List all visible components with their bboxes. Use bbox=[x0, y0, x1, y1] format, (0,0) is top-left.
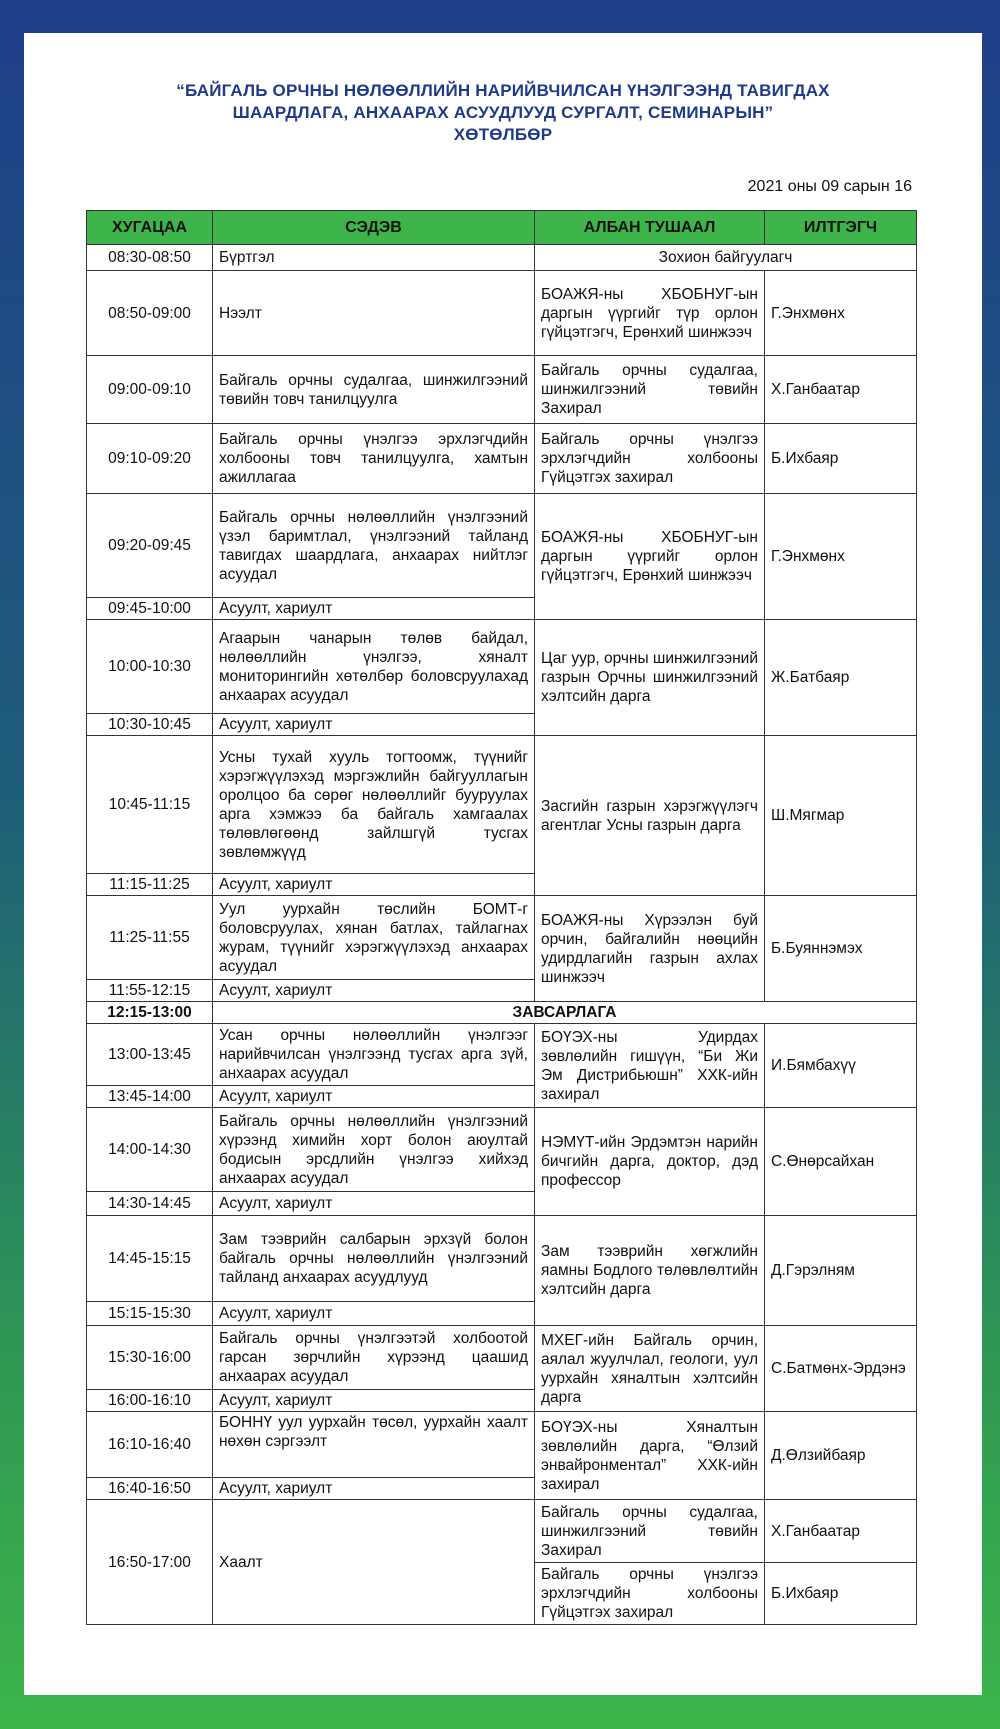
time-cell: 10:30-10:45 bbox=[87, 714, 213, 736]
time-cell: 09:45-10:00 bbox=[87, 598, 213, 620]
time-cell: 09:10-09:20 bbox=[87, 424, 213, 494]
title-line-1: “БАЙГАЛЬ ОРЧНЫ НӨЛӨӨЛЛИЙН НАРИЙВЧИЛСАН ҮНЭЛГЭЭНД ТАВИГДАХ bbox=[176, 81, 830, 100]
time-cell: 12:15-13:00 bbox=[87, 1002, 213, 1024]
time-cell: 14:45-15:15 bbox=[87, 1216, 213, 1302]
table-row bbox=[87, 356, 917, 424]
topic-cell: Уул уурхайн төслийн БОМТ-г боловсруулах, хянан батлах, тайлагнах журам, түүнийг хэрэгжүүлэхэд анхаарах асуудал bbox=[213, 896, 535, 980]
qa-cell: Асуулт, хариулт bbox=[213, 1192, 535, 1216]
speaker-cell: Х.Ганбаатар bbox=[765, 356, 917, 424]
topic-cell: Байгаль орчны үнэлгээтэй холбоотой гарсан зөрчлийн хүрээнд цаашид анхаарах асуудал bbox=[213, 1326, 535, 1390]
qa-cell: Асуулт, хариулт bbox=[213, 598, 535, 620]
speaker-cell: Д.Гэрэлням bbox=[765, 1216, 917, 1326]
qa-cell: Асуулт, хариулт bbox=[213, 1086, 535, 1108]
time-cell: 09:20-09:45 bbox=[87, 494, 213, 598]
position-cell: Засгийн газрын хэрэгжүүлэгч агентлаг Усны газрын дарга bbox=[535, 736, 765, 896]
time-cell: 14:00-14:30 bbox=[87, 1108, 213, 1192]
speaker-cell: И.Бямбахүү bbox=[765, 1024, 917, 1108]
position-cell: Байгаль орчны судалгаа, шинжилгээний төвийн Захирал bbox=[535, 1500, 765, 1563]
qa-cell: Асуулт, хариулт bbox=[213, 1390, 535, 1412]
speaker-cell: Ш.Мягмар bbox=[765, 736, 917, 896]
table-row bbox=[87, 271, 917, 356]
table-row bbox=[87, 1108, 917, 1192]
speaker-cell: Г.Энхмөнх bbox=[765, 494, 917, 620]
time-cell: 16:40-16:50 bbox=[87, 1478, 213, 1500]
table-row bbox=[87, 896, 917, 980]
time-cell: 15:15-15:30 bbox=[87, 1302, 213, 1326]
qa-cell: Асуулт, хариулт bbox=[213, 874, 535, 896]
speaker-cell: Г.Энхмөнх bbox=[765, 271, 917, 356]
table-row bbox=[87, 1412, 917, 1478]
time-cell: 13:45-14:00 bbox=[87, 1086, 213, 1108]
topic-cell: Байгаль орчны судалгаа, шинжилгээний төвийн товч танилцуулга bbox=[213, 356, 535, 424]
position-cell: БОАЖЯ-ны Хүрээлэн буй орчин, байгалийн нөөцийн удирдлагийн газрын ахлах шинжээч bbox=[535, 896, 765, 1002]
speaker-cell: Б.Буяннэмэх bbox=[765, 896, 917, 1002]
time-cell: 16:10-16:40 bbox=[87, 1412, 213, 1478]
speaker-cell: Х.Ганбаатар bbox=[765, 1500, 917, 1563]
document-title bbox=[24, 80, 982, 146]
table-header-row bbox=[87, 211, 917, 245]
break-cell: ЗАВСАРЛАГА bbox=[213, 1002, 917, 1024]
topic-cell: Хаалт bbox=[213, 1500, 535, 1625]
break-row bbox=[87, 1002, 917, 1024]
topic-cell: Байгаль орчны үнэлгээ эрхлэгчдийн холбооны товч танилцуулга, хамтын ажиллагаа bbox=[213, 424, 535, 494]
table-row bbox=[87, 736, 917, 874]
organizer-cell: Зохион байгуулагч bbox=[535, 245, 917, 271]
table-row bbox=[87, 1216, 917, 1302]
time-cell: 16:00-16:10 bbox=[87, 1390, 213, 1412]
position-cell: Байгаль орчны үнэлгээ эрхлэгчдийн холбооны Гүйцэтгэх захирал bbox=[535, 424, 765, 494]
topic-cell: Усан орчны нөлөөллийн үнэлгээг нарийвчилсан үнэлгээнд тусгах арга зүй, анхаарах асуудал bbox=[213, 1024, 535, 1086]
time-cell: 16:50-17:00 bbox=[87, 1500, 213, 1625]
speaker-cell: С.Батмөнх-Эрдэнэ bbox=[765, 1326, 917, 1412]
position-cell: БОҮЭХ-ны Хяналтын зөвлөлийн дарга, “Өлзий энвайронментал” ХХК-ийн захирал bbox=[535, 1412, 765, 1500]
qa-cell: Асуулт, хариулт bbox=[213, 1478, 535, 1500]
title-line-2: ШААРДЛАГА, АНХААРАХ АСУУДЛУУД СУРГАЛТ, СЕМИНАРЫН” bbox=[232, 103, 774, 122]
table-row bbox=[87, 1326, 917, 1390]
position-cell: Байгаль орчны үнэлгээ эрхлэгчдийн холбооны Гүйцэтгэх захирал bbox=[535, 1563, 765, 1625]
table-row bbox=[87, 620, 917, 714]
position-cell: Зам тээврийн хөгжлийн яамны Бодлого төлөвлөлтийн хэлтсийн дарга bbox=[535, 1216, 765, 1326]
position-cell: Цаг уур, орчны шинжилгээний газрын Орчны шинжилгээний хэлтсийн дарга bbox=[535, 620, 765, 736]
time-cell: 09:00-09:10 bbox=[87, 356, 213, 424]
header-time: ХУГАЦАА bbox=[87, 211, 213, 245]
position-cell: МХЕГ-ийн Байгаль орчин, аялал жуулчлал, геологи, уул уурхайн хяналтын хэлтсийн дарга bbox=[535, 1326, 765, 1412]
header-speaker: ИЛТГЭГЧ bbox=[765, 211, 917, 245]
speaker-cell: Ж.Батбаяр bbox=[765, 620, 917, 736]
position-cell: БОАЖЯ-ны ХБОБНУГ-ын даргын үүргийг түр орлон гүйцэтгэгч, Ерөнхий шинжээч bbox=[535, 271, 765, 356]
table-row bbox=[87, 245, 917, 271]
time-cell: 08:50-09:00 bbox=[87, 271, 213, 356]
qa-cell: Асуулт, хариулт bbox=[213, 980, 535, 1002]
time-cell: 11:55-12:15 bbox=[87, 980, 213, 1002]
document-date: 2021 оны 09 сарын 16 bbox=[747, 178, 912, 195]
topic-cell: Усны тухай хууль тогтоомж, түүнийг хэрэгжүүлэхэд мэргэжлийн байгууллагын оролцоо ба сөрөг нөлөөллийг бууруулах арга хэмжээ ба байгаль хамгаалах төлөвлөгөөнд зайлшгүй тусгах зөвлөмжүүд bbox=[213, 736, 535, 874]
topic-cell: Байгаль орчны нөлөөллийн үнэлгээний үзэл баримтлал, үнэлгээний тайланд тавигдах шаардлага, анхаарах нийтлэг асуудал bbox=[213, 494, 535, 598]
time-cell: 13:00-13:45 bbox=[87, 1024, 213, 1086]
position-cell: БОАЖЯ-ны ХБОБНУГ-ын даргын үүргийг орлон гүйцэтгэгч, Ерөнхий шинжээч bbox=[535, 494, 765, 620]
speaker-cell: Д.Өлзийбаяр bbox=[765, 1412, 917, 1500]
time-cell: 15:30-16:00 bbox=[87, 1326, 213, 1390]
time-cell: 14:30-14:45 bbox=[87, 1192, 213, 1216]
topic-cell: Нээлт bbox=[213, 271, 535, 356]
topic-cell: Зам тээврийн салбарын эрхзүй болон байгаль орчны нөлөөллийн үнэлгээний тайланд анхаарах асуудлууд bbox=[213, 1216, 535, 1302]
topic-cell: БОННҮ уул уурхайн төсөл, уурхайн хаалт нөхөн сэргээлт bbox=[213, 1412, 535, 1478]
table-row bbox=[87, 1500, 917, 1563]
time-cell: 11:25-11:55 bbox=[87, 896, 213, 980]
qa-cell: Асуулт, хариулт bbox=[213, 714, 535, 736]
speaker-cell: Б.Ихбаяр bbox=[765, 424, 917, 494]
header-position: АЛБАН ТУШААЛ bbox=[535, 211, 765, 245]
qa-cell: Асуулт, хариулт bbox=[213, 1302, 535, 1326]
page-sheet bbox=[24, 33, 982, 1695]
time-cell: 11:15-11:25 bbox=[87, 874, 213, 896]
topic-cell: Байгаль орчны нөлөөллийн үнэлгээний хүрээнд химийн хорт болон аюултай бодисын эрсдлийн үнэлгээ хийхэд анхаарах асуудал bbox=[213, 1108, 535, 1192]
time-cell: 08:30-08:50 bbox=[87, 245, 213, 271]
position-cell: Байгаль орчны судалгаа, шинжилгээний төвийн Захирал bbox=[535, 356, 765, 424]
time-cell: 10:45-11:15 bbox=[87, 736, 213, 874]
table-row bbox=[87, 494, 917, 598]
speaker-cell: Б.Ихбаяр bbox=[765, 1563, 917, 1625]
position-cell: БОҮЭХ-ны Удирдах зөвлөлийн гишүүн, “Би Жи Эм Дистрибьюшн” ХХК-ийн захирал bbox=[535, 1024, 765, 1108]
topic-cell: Агаарын чанарын төлөв байдал, нөлөөллийн үнэлгээ, хяналт мониторингийн хөтөлбөр боловсруулахад анхаарах асуудал bbox=[213, 620, 535, 714]
table-row bbox=[87, 1024, 917, 1086]
time-cell: 10:00-10:30 bbox=[87, 620, 213, 714]
table-row bbox=[87, 424, 917, 494]
speaker-cell: С.Өнөрсайхан bbox=[765, 1108, 917, 1216]
title-line-3: ХӨТӨЛБӨР bbox=[453, 125, 553, 144]
topic-cell: Бүртгэл bbox=[213, 245, 535, 271]
schedule-table bbox=[86, 210, 917, 1625]
position-cell: НЭМҮТ-ийн Эрдэмтэн нарийн бичгийн дарга, доктор, дэд профессор bbox=[535, 1108, 765, 1216]
header-topic: СЭДЭВ bbox=[213, 211, 535, 245]
